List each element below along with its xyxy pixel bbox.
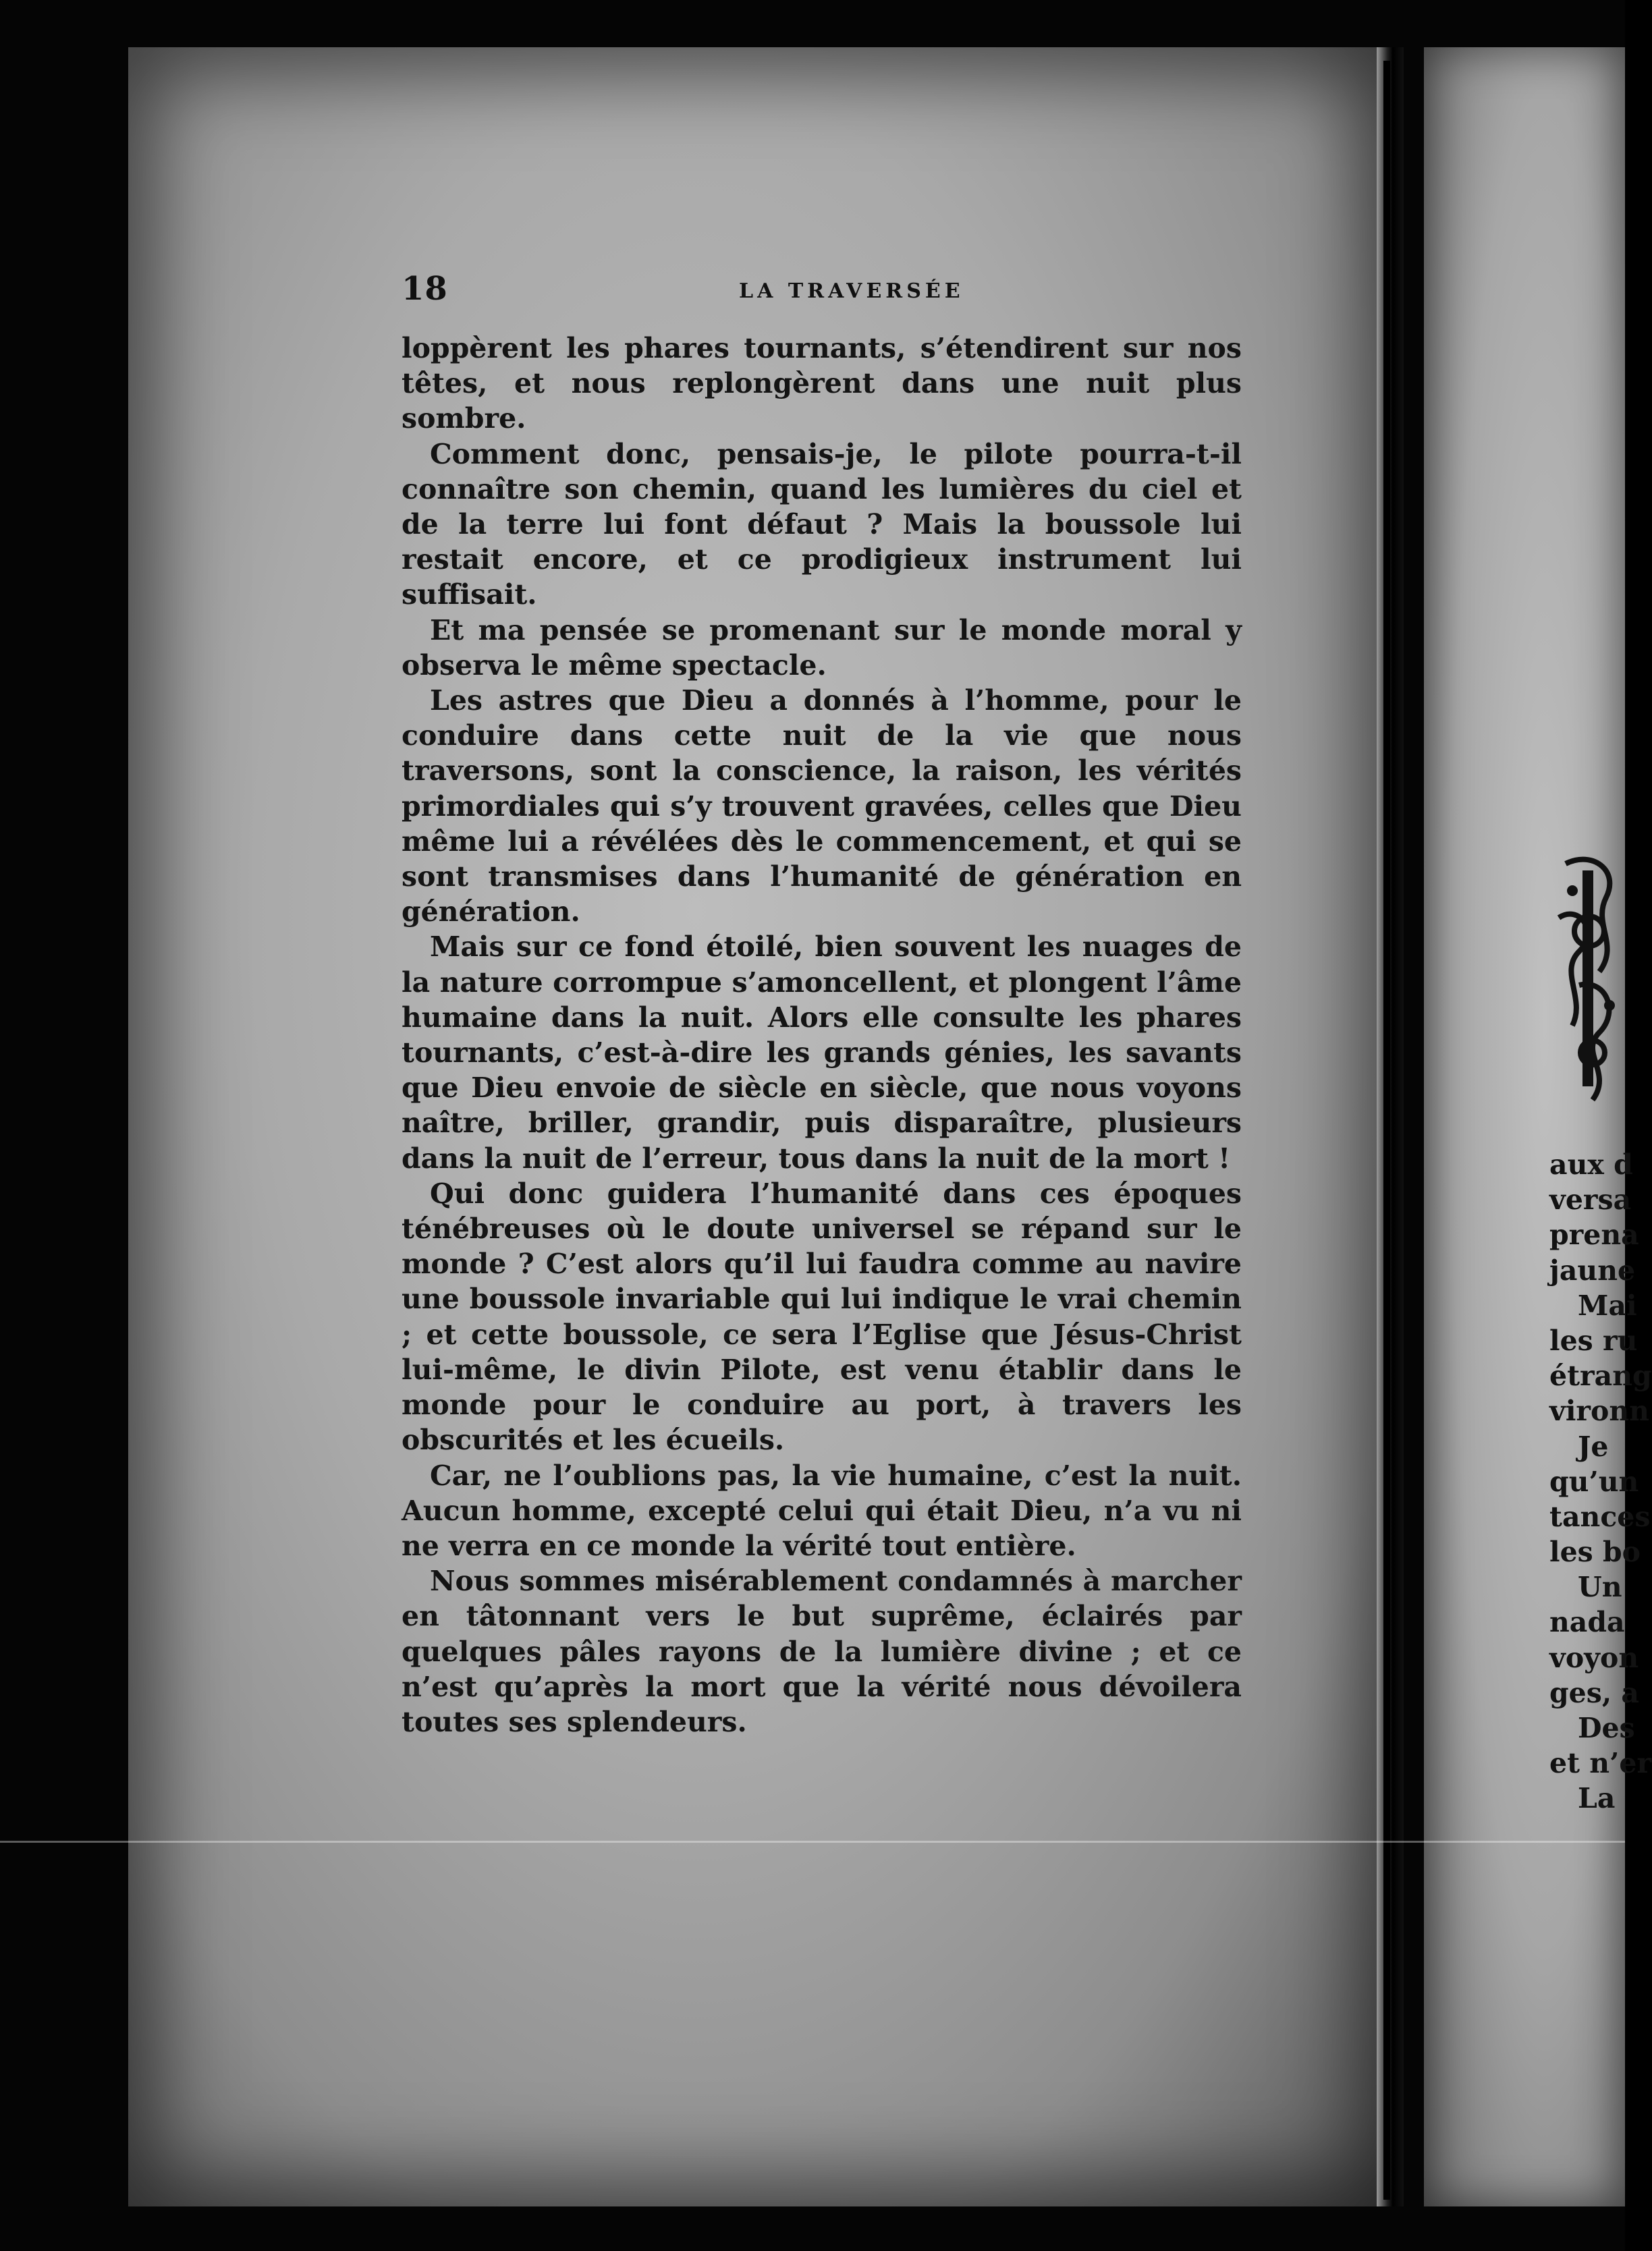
text-fragment: tances — [1549, 1500, 1651, 1533]
scan-artifact-line — [0, 1841, 1625, 1843]
right-page — [1424, 47, 1652, 2206]
page-header — [402, 270, 1242, 310]
text-fragment: Des — [1578, 1712, 1635, 1744]
text-fragment: les ru — [1549, 1324, 1638, 1357]
text-fragment: nada — [1549, 1606, 1625, 1639]
paragraph: Car, ne l’oublions pas, la vie humaine, c’est la nuit. Aucun homme, excepté celui qui était Dieu, n’a vu ni ne verra en ce monde la vérité tout entière. — [402, 1459, 1242, 1562]
running-title: LA TRAVERSÉE — [739, 279, 964, 303]
text-fragment: les bo — [1549, 1536, 1641, 1569]
decorative-initial-ornament — [1552, 850, 1625, 1107]
paragraph: loppèrent les phares tournants, s’étendirent sur nos têtes, et nous replongèrent dans une nuit plus sombre. — [402, 332, 1242, 435]
text-fragment: ges, a — [1549, 1676, 1639, 1709]
text-fragment: La — [1578, 1782, 1616, 1815]
paragraph: Nous sommes misérablement condamnés à marcher en tâtonnant vers le but suprême, éclairés par quelques pâles rayons de la lumière divine ; et ce n’est qu’après la mort que la vérité nous dévoilera toutes ses splendeurs. — [402, 1565, 1242, 1738]
text-fragment: versa — [1549, 1184, 1632, 1217]
paragraph: Mais sur ce fond étoilé, bien souvent les nuages de la nature corrompue s’amoncellent, et plongent l’âme humaine dans la nuit. Alors elle consulte les phares tournants, c’est-à-dire les grands génies, les savants que Dieu envoie de siècle en siècle, que nous voyons naître, briller, grandir, puis disparaître, plusieurs dans la nuit de l’erreur, tous dans la nuit de la mort ! — [402, 930, 1242, 1175]
body-text — [402, 331, 1242, 1740]
text-fragment: Je — [1578, 1430, 1609, 1463]
text-fragment: jaune — [1549, 1254, 1636, 1287]
text-fragment: prena — [1549, 1219, 1639, 1252]
gutter-shadow — [1383, 61, 1390, 2200]
text-fragment: Mai — [1578, 1289, 1637, 1322]
paragraph: Les astres que Dieu a donnés à l’homme, pour le conduire dans cette nuit de la vie que nous traversons, sont la conscience, la raison, les vérités primordiales qui s’y trouvent gravées, celles que Dieu même lui a révélées dès le commencement, et qui se sont transmises dans l’humanité de génération en génération. — [402, 684, 1242, 928]
text-fragment: et n’er — [1549, 1747, 1652, 1780]
text-fragment: qu’un — [1549, 1465, 1639, 1498]
book-gutter — [1377, 47, 1404, 2206]
paragraph: Comment donc, pensais-je, le pilote pourra-t-il connaître son chemin, quand les lumières du ciel et de la terre lui font défaut ? Mais la boussole lui restait encore, et ce prodigieux instrument lui suffisait. — [402, 437, 1242, 611]
page-number: 18 — [402, 270, 448, 308]
text-fragment: voyon — [1549, 1641, 1639, 1674]
text-fragment: aux d — [1549, 1148, 1633, 1181]
text-fragment: étrang — [1549, 1360, 1652, 1393]
text-fragment: Un — [1578, 1571, 1622, 1604]
right-page-text-fragments — [1549, 1147, 1652, 1816]
paragraph: Qui donc guidera l’humanité dans ces époques ténébreuses où le doute universel se répand sur le monde ? C’est alors qu’il lui faudra comme au navire une boussole invariable qui lui indique le vrai chemin ; et cette boussole, ce sera l’Eglise que Jésus-Christ lui-même, le divin Pilote, est venu établir dans le monde pour le conduire au port, à travers les obscurités et les écueils. — [402, 1177, 1242, 1457]
paragraph: Et ma pensée se promenant sur le monde moral y observa le même spectacle. — [402, 613, 1242, 682]
text-fragment: vironn — [1549, 1395, 1649, 1428]
